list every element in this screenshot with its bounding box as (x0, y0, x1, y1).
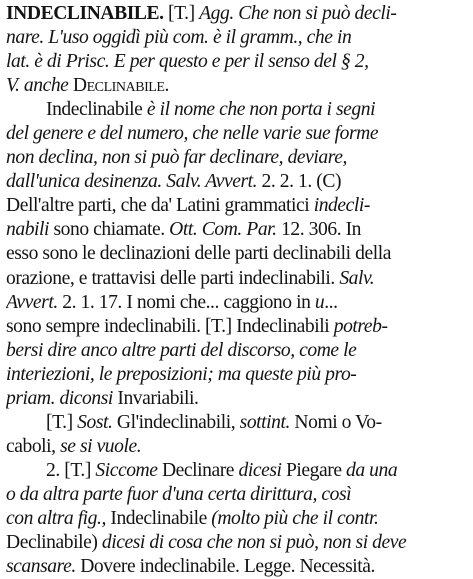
text-run: Declinabile) (6, 532, 102, 554)
text-run: ... (324, 291, 338, 313)
text-line (6, 122, 467, 146)
text-run: priam. diconsi (6, 387, 113, 409)
text-line (6, 387, 467, 411)
text-run: non declina, non si può far declinare, deviare, (6, 147, 347, 169)
text-run: Dovere indeclinabile. Legge. Necessità. (75, 556, 375, 578)
text-run: nabili (6, 219, 50, 241)
text-run: o da altra parte fuor d'una certa dirittura, così (6, 483, 352, 505)
text-line (6, 98, 467, 122)
text-line (6, 74, 467, 98)
text-run: lat. è di Prisc. E per questo e per il senso del § 2, (6, 51, 369, 73)
text-line (6, 194, 467, 218)
text-line (6, 435, 467, 459)
text-run: Gl'indeclinabili, (112, 411, 240, 433)
text-run: 2. [T.] (46, 459, 96, 481)
text-run: [T.] (46, 411, 78, 433)
text-run: con altra fig., (6, 507, 106, 529)
text-line (6, 26, 467, 50)
text-run: Nomi o Vo- (289, 411, 382, 433)
text-run: 2. 1. 17. I nomi che... caggiono in (57, 291, 315, 313)
text-run: dicesi di cosa che non si può, non si deve (101, 532, 407, 554)
text-line (6, 2, 467, 26)
text-run: orazione, e trattavisi delle parti indeclinabili. (6, 267, 340, 289)
text-run: Dell'altre parti, che da' Latini grammatici (6, 195, 314, 217)
text-run: Indeclinabile (105, 507, 212, 529)
text-run: da una (346, 459, 398, 481)
text-run: sono chiamate. (49, 219, 170, 241)
text-run: del genere e del numero, che nelle varie sue forme (6, 123, 379, 145)
text-line (6, 315, 467, 339)
text-run: (molto più che il contr. (211, 507, 379, 529)
text-run: Sost. (77, 411, 113, 433)
text-line (6, 170, 467, 194)
text-run: scansare. (6, 556, 76, 578)
text-run: u (314, 291, 325, 313)
text-run: Ott. Com. Par. (169, 219, 277, 241)
text-run: Avvert. (6, 291, 58, 313)
text-run: Indeclinabile (46, 99, 147, 121)
text-line (6, 363, 467, 387)
text-run: se si vuole. (60, 435, 142, 457)
text-run: interiezioni, le preposizioni; ma queste più pro- (6, 363, 357, 385)
text-line (6, 267, 467, 291)
text-run: [T.] (163, 3, 200, 24)
text-run: Agg. Che non si può decli- (199, 3, 397, 24)
text-run: dall'unica desinenza. Salv. Avvert. (6, 171, 258, 193)
text-run: bersi dire anco altre parti del discorso, come le (6, 339, 357, 361)
text-run: Siccome (95, 459, 158, 481)
text-run: nare. L'uso oggidì più com. è il gramm., che in (6, 27, 352, 49)
text-line (6, 459, 467, 483)
text-run: esso sono le declinazioni delle parti declinabili della (6, 243, 391, 265)
text-run: caboli, (6, 435, 61, 457)
text-run: potreb- (333, 315, 388, 337)
text-run: è il nome che non porta i segni (146, 99, 376, 121)
text-run: sono sempre indeclinabili. [T.] Indeclinabili (6, 315, 334, 337)
text-run: Invariabili. (112, 387, 199, 409)
text-run: Declinare (157, 459, 239, 481)
text-run: V. anche (6, 75, 73, 97)
text-line (6, 411, 467, 435)
text-line (6, 483, 467, 507)
text-line (6, 339, 467, 363)
text-line (6, 531, 467, 555)
text-run: 2. 2. 1. (C) (257, 171, 342, 193)
text-line (6, 218, 467, 242)
text-run: indecli- (313, 195, 370, 217)
text-run: Piegare (281, 459, 347, 481)
text-line (6, 242, 467, 266)
text-line (6, 291, 467, 315)
text-line (6, 146, 467, 170)
text-run: Salv. (339, 267, 375, 289)
text-run: INDECLINABILE. (6, 3, 164, 24)
text-run: 12. 306. In (276, 219, 362, 241)
text-run: sottint. (239, 411, 290, 433)
text-run: Declinabile. (72, 75, 169, 97)
text-line (6, 555, 467, 579)
text-line (6, 50, 467, 74)
text-run: dicesi (238, 459, 282, 481)
